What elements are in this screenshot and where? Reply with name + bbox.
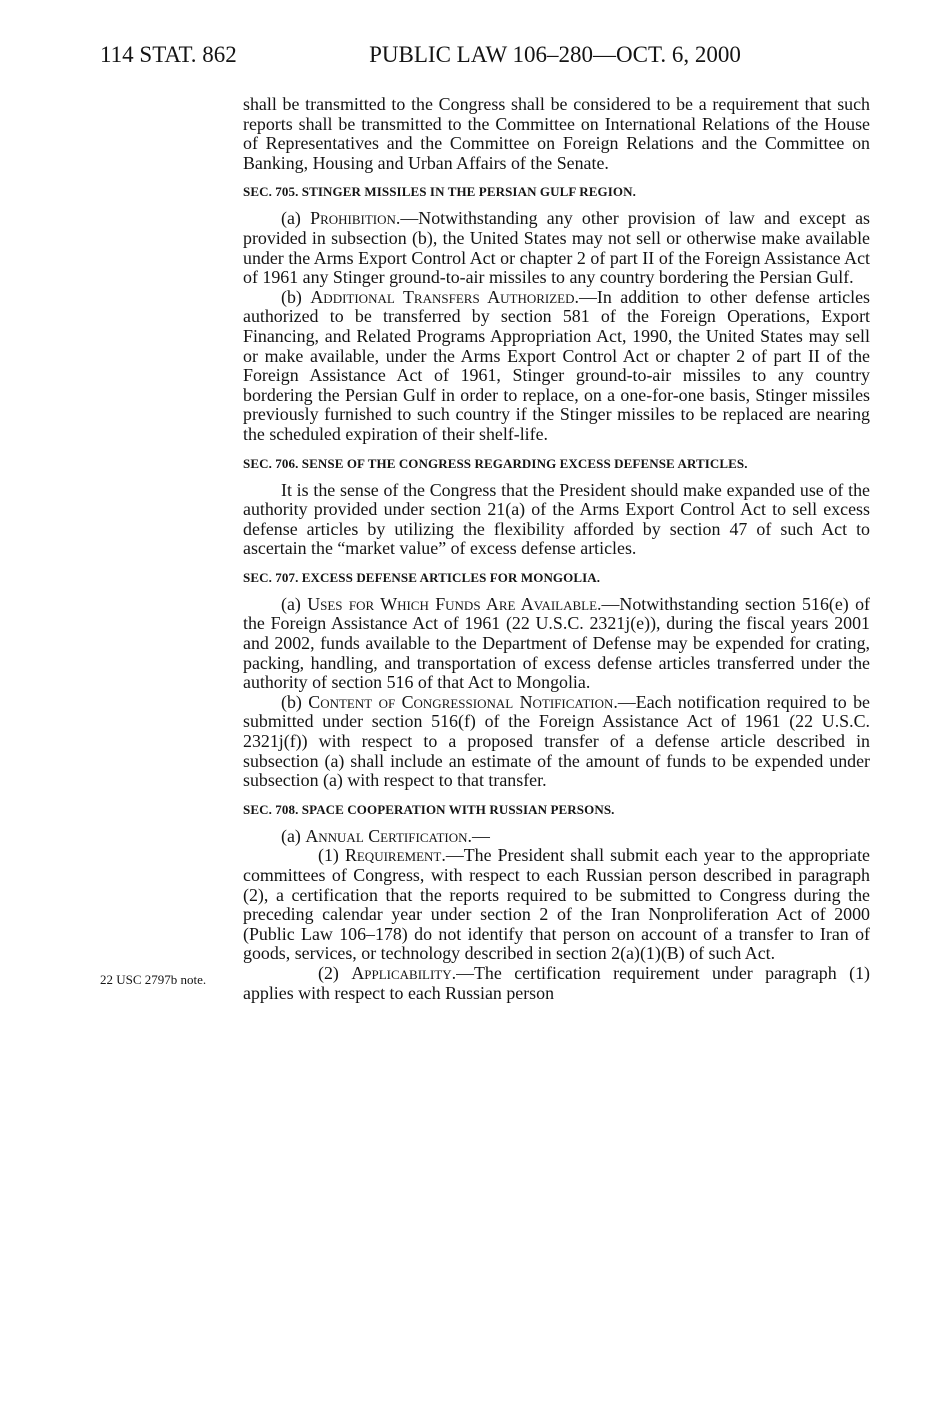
section-705-subsection-a: (a) Prohibition.—Notwithstanding any other provision of law and except as provided in subsection (b), the United States may not sell or otherwise make available under the Arms Export Control Act or chapter 2 of part II of the Foreign Assistance Act of 1961 any Stinger ground-to-air missiles to any country bordering the Persian Gulf. [243,208,870,288]
section-708-heading: SEC. 708. SPACE COOPERATION WITH RUSSIAN PERSONS. [243,801,615,817]
paragraph-title: Applicability [351,962,452,983]
paragraph-title: Requirement [344,845,442,866]
page-header [100,42,870,78]
subsection-title: Additional Transfers Authorized [310,286,575,307]
continuation-paragraph: shall be transmitted to the Congress shall be considered to be a requirement that such reports shall be transmitted to the Committee on International Relations of the House of Representatives and the Committee on Foreign Relations and the Committee on Banking, Housing and Urban Affairs of the Senate. [243,94,870,173]
subsection-title: Uses for Which Funds Are Available [307,593,598,614]
subsection-title: Content of Congressional Notification [308,691,614,712]
margin-note-usc: 22 USC 2797b note. [100,972,207,987]
section-707-subsection-a: (a) Uses for Which Funds Are Available.—Notwithstanding section 516(e) of the Foreign Assistance Act of 1961 (22 U.S.C. 2321j(e)), during the fiscal years 2001 and 2002, funds available to the Department of Defense may be expended for crating, packing, handling, and transportation of excess defense articles transferred under the authority of section 516 of that Act to Mongolia. [243,593,870,693]
section-708-paragraph-1: (1) Requirement.—The President shall submit each year to the appropriate committees of Congress, with respect to each Russian person described in paragraph (2), a certification that the reports required to be submitted to Congress during the preceding calendar year under section 2 of the Iran Nonproliferation Act of 2000 (Public Law 106–178) do not identify that person on account of a transfer to Iran of goods, services, or technology described in section 2(a)(1)(B) of such Act. [243,845,870,964]
section-705-heading: SEC. 705. STINGER MISSILES IN THE PERSIAN GULF REGION. [243,184,636,200]
section-706-text: It is the sense of the Congress that the President should make expanded use of the authority provided under section 21(a) of the Arms Export Control Act to sell excess defense articles by utilizing the flexibility afforded by section 47 of such Act to ascertain the “market value” of excess defense articles. [243,479,870,559]
section-708-subsection-a: (a) Annual Certification.— [281,825,490,846]
subsection-title: Prohibition [310,208,396,229]
public-law-citation: PUBLIC LAW 106–280—OCT. 6, 2000 [369,42,741,67]
section-708-paragraph-2: (2) Applicability.—The certification requirement under paragraph (1) applies with respect to each Russian person [243,962,870,1003]
subsection-title: Annual Certification [305,825,468,846]
section-707-subsection-b: (b) Content of Congressional Notification.—Each notification required to be submitted under section 516(f) of the Foreign Assistance Act of 1961 (22 U.S.C. 2321j(f)) with respect to a proposed transfer of a defense article described in subsection (a) shall include an estimate of the amount of funds to be expended under subsection (a) with respect to that transfer. [243,691,870,791]
stat-page-number: 114 STAT. 862 [100,42,237,67]
section-707-heading: SEC. 707. EXCESS DEFENSE ARTICLES FOR MONGOLIA. [243,569,601,585]
section-705-subsection-b: (b) Additional Transfers Authorized.—In addition to other defense articles authorized to be transferred by section 581 of the Foreign Operations, Export Financing, and Related Programs Appropriation Act, 1990, the United States may sell or make available, under the Arms Export Control Act or chapter 2 of part II of the Foreign Assistance Act of 1961, Stinger ground-to-air missiles to any country bordering the Persian Gulf in order to replace, on a one-for-one basis, Stinger missiles previously furnished to such country if the Stinger missiles to be replaced are nearing the scheduled expiration of their shelf-life. [243,286,870,444]
section-706-heading: SEC. 706. SENSE OF THE CONGRESS REGARDING EXCESS DEFENSE ARTICLES. [243,455,748,471]
document-body [243,95,870,1003]
